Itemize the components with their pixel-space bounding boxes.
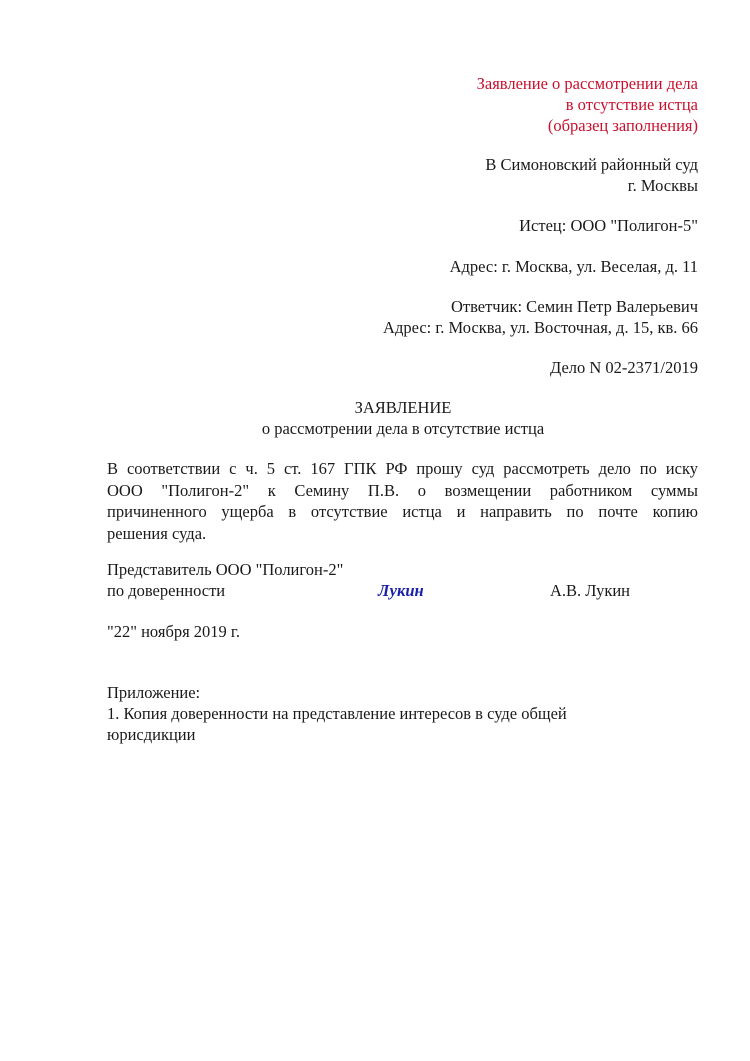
document-subtitle: о рассмотрении дела в отсутствие истца: [261, 419, 545, 438]
sample-note-line-1: Заявление о рассмотрении дела: [476, 74, 698, 93]
attachments-heading: Приложение:: [107, 683, 201, 702]
document-title: ЗАЯВЛЕНИЕ: [354, 398, 452, 417]
plaintiff: Истец: ООО "Полигон-5": [519, 216, 698, 235]
representative-authority: по доверенности: [107, 581, 226, 600]
sample-note-line-3: (образец заполнения): [547, 116, 698, 135]
defendant-address: Адрес: г. Москва, ул. Восточная, д. 15, кв. 66: [383, 318, 698, 337]
court-name: В Симоновский районный суд: [485, 155, 698, 174]
body-line-4: решения суда.: [107, 523, 207, 543]
representative-role: Представитель ООО "Полигон-2": [107, 560, 344, 579]
signature: Лукин: [378, 581, 424, 600]
attachment-item-1: 1. Копия доверенности на представление интересов в суде общей: [107, 704, 567, 723]
attachment-item-1-cont: юрисдикции: [107, 725, 196, 744]
document-date: "22" ноября 2019 г.: [107, 622, 240, 641]
signatory-name: А.В. Лукин: [550, 581, 631, 600]
body-line-3: причиненного ущерба в отсутствие истца и направить по почте копию: [107, 502, 698, 521]
body-line-1: В соответствии с ч. 5 ст. 167 ГПК РФ прошу суд рассмотреть дело по иску: [107, 459, 698, 478]
plaintiff-address: Адрес: г. Москва, ул. Веселая, д. 11: [449, 257, 698, 276]
sample-note-line-2: в отсутствие истца: [565, 95, 698, 114]
body-paragraph: [107, 458, 698, 544]
defendant: Ответчик: Семин Петр Валерьевич: [450, 297, 698, 316]
body-line-2: ООО "Полигон-2" к Семину П.В. о возмещении работником суммы: [107, 480, 698, 500]
case-number: Дело N 02-2371/2019: [549, 358, 698, 377]
court-city: г. Москвы: [627, 176, 698, 195]
